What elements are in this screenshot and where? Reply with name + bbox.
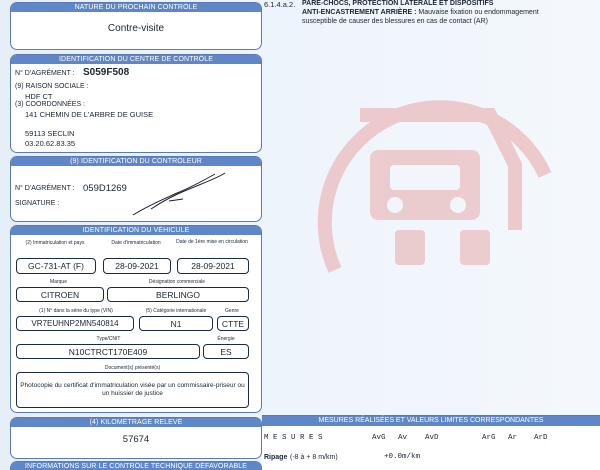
measures-col-avg: AvG (372, 434, 386, 442)
signature-scribble (129, 169, 229, 217)
defect-title-line2-bold: ANTI-ENCASTREMENT ARRIÈRE : (302, 9, 417, 16)
documents-box: Photocopie du certificat d'immatriculation visée par un commissaire-priseur ou un huissier de justice (16, 372, 249, 408)
center-address-line2: 59113 SECLIN (25, 129, 75, 138)
category-box: N1 (139, 316, 213, 331)
documents-label: Document(s) présenté(s) (104, 365, 161, 371)
center-company-value: HDF CT (25, 92, 53, 101)
energy-box: ES (203, 344, 249, 359)
type-box: N10CTRCT170E409 (16, 344, 200, 359)
category-label: (5) Catégorie internationale (145, 308, 207, 314)
measures-col-avd: AvD (425, 434, 439, 442)
measures-header: MESURES RÉALISÉES ET VALEURS LIMITES CORRESPONDANTES (262, 416, 600, 426)
measures-col-ar: Ar (508, 434, 518, 442)
energy-label: Énergie (217, 336, 235, 342)
defect-title-line2-rest: Mauvaise fixation ou endommagement (418, 9, 539, 16)
type-label: Type/CNIT (96, 336, 121, 342)
next-inspection-header: NATURE DU PROCHAIN CONTRÔLE (11, 3, 261, 12)
measures-col-ard: ArD (534, 434, 548, 442)
center-agreement-label: N° D'AGRÉMENT : (15, 70, 75, 77)
defect-title-line1: PARE-CHOCS, PROTECTION LATÉRALE ET DISPOSITIFS (302, 0, 494, 7)
registration-box: GC-731-AT (F) (16, 258, 96, 274)
brand-box: CITROEN (16, 287, 104, 302)
genre-label: Genre (225, 308, 239, 314)
genre-box: CTTE (217, 316, 249, 331)
brand-label: Marque (50, 279, 67, 285)
controller-agreement-label: N° D'AGRÉMENT : (15, 185, 75, 192)
defect-title-line3: susceptible de causer des blessures en cas de contact (AR) (302, 18, 488, 25)
center-company-label: (9) RAISON SOCIALE : (15, 83, 89, 90)
center-agreement-value: S059F508 (83, 67, 130, 78)
center-phone: 03.20.62.83.35 (25, 139, 76, 148)
controller-panel (10, 156, 262, 222)
defect-info-panel (10, 461, 262, 470)
center-header: IDENTIFICATION DU CENTRE DE CONTRÔLE (11, 55, 261, 64)
controller-header: (9) IDENTIFICATION DU CONTRÔLEUR (11, 157, 261, 166)
mileage-value: 57674 (122, 434, 150, 445)
vehicle-header: IDENTIFICATION DU VÉHICULE (11, 226, 261, 235)
defect-title-line2 (302, 9, 539, 16)
date-registration-box: 28-09-2021 (103, 258, 171, 274)
next-inspection-panel (10, 2, 262, 50)
measures-col-av: Av (398, 434, 408, 442)
controller-signature-label: SIGNATURE : (15, 200, 60, 207)
defect-code: 6.1.4.a.2. (264, 0, 296, 9)
center-panel (10, 54, 262, 153)
measures-title: M E S U R E S (264, 434, 323, 442)
model-box: BERLINGO (107, 287, 249, 302)
ripage-label: Ripage (264, 454, 288, 461)
measures-col-arg: ArG (482, 434, 496, 442)
center-address-line1: 141 CHEMIN DE L'ARBRE DE GUISE (25, 110, 154, 119)
vehicle-panel (10, 225, 262, 413)
model-label: Désignation commerciale (148, 279, 206, 285)
vin-label: (1) N° dans la série du type (VIN) (39, 308, 113, 314)
next-inspection-value: Contre-visite (107, 23, 165, 34)
measures-panel (262, 415, 600, 470)
ripage-value: +0.0m/km (384, 453, 421, 461)
date-reg-label: Date d'immatriculation (111, 240, 161, 246)
defect-info-header: INFORMATIONS SUR LE CONTRÔLE TECHNIQUE DÉFAVORABLE (11, 462, 261, 470)
ripage-range: (-8 à + 8 m/km) (290, 454, 338, 461)
date-first-box: 28-09-2021 (177, 258, 249, 274)
date-first-label: Date de 1ère mise en circulation (176, 239, 248, 245)
mileage-panel (10, 417, 262, 459)
mileage-header: (4) KILOMÉTRAGE RELEVÉ (11, 418, 261, 427)
car-logo-watermark (300, 55, 580, 295)
vin-box: VR7EUHNP2MN540814 (16, 316, 134, 331)
controller-agreement-value: 059D1269 (83, 183, 127, 194)
reg-label: (2) Immatriculation et pays (25, 240, 85, 246)
center-contact-label: (3) COORDONNÉES : (15, 101, 86, 108)
